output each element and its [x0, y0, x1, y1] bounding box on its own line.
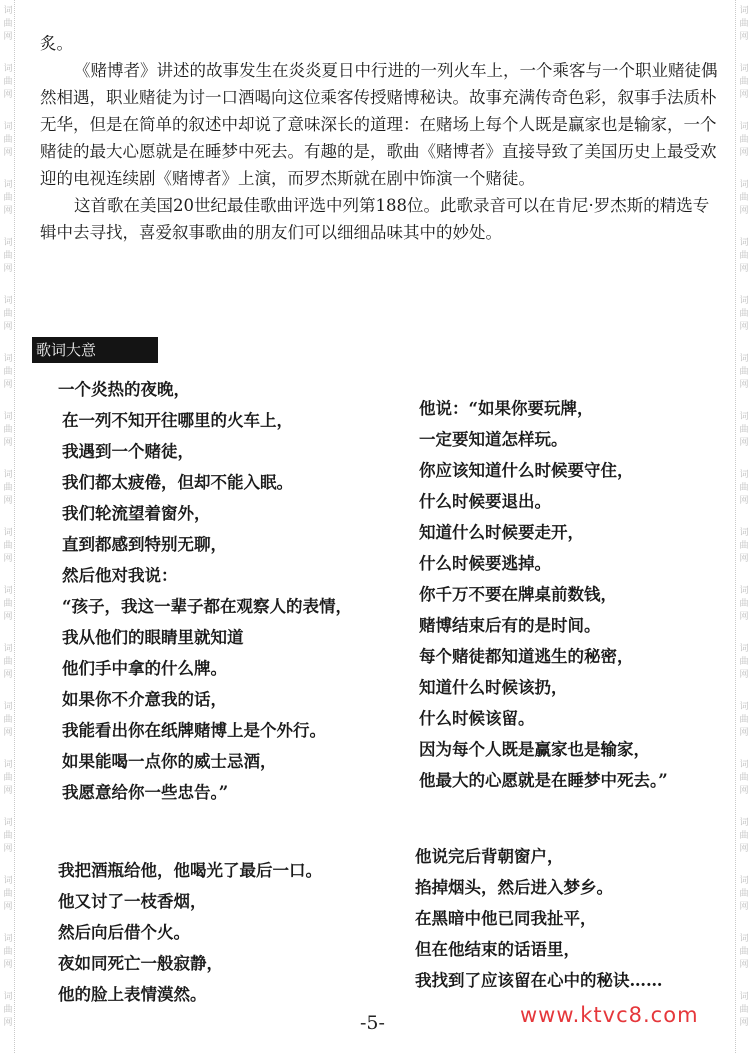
margin-watermark-char: 曲 — [3, 309, 13, 319]
margin-watermark-char: 曲 — [739, 77, 749, 87]
margin-watermark-char: 词 — [739, 818, 749, 828]
margin-watermark-char: 网 — [739, 322, 749, 332]
margin-watermark-char: 词 — [739, 528, 749, 538]
margin-watermark-char: 网 — [739, 264, 749, 274]
margin-watermark-char: 网 — [3, 670, 13, 680]
lyric-line: 直到都感到特别无聊， — [62, 535, 227, 554]
margin-watermark-char: 词 — [739, 6, 749, 16]
lyric-line: 我们都太疲倦，但却不能入眠。 — [62, 473, 293, 492]
margin-watermark-char: 词 — [3, 296, 13, 306]
lyric-line: 他说完后背朝窗户， — [415, 847, 564, 866]
margin-watermark-char: 网 — [739, 902, 749, 912]
lyric-line: 每个赌徒都知道逃生的秘密， — [419, 647, 634, 666]
left-margin-strip — [0, 0, 15, 1053]
margin-watermark-char: 曲 — [3, 889, 13, 899]
margin-watermark-char: 词 — [3, 644, 13, 654]
margin-watermark-char: 曲 — [3, 599, 13, 609]
right-margin-strip — [735, 0, 750, 1053]
margin-watermark-char: 曲 — [739, 367, 749, 377]
margin-watermark-char: 网 — [3, 148, 13, 158]
margin-watermark-char: 词 — [739, 412, 749, 422]
lyric-line: 在黑暗中他已同我扯平， — [415, 909, 597, 928]
margin-watermark-char: 曲 — [739, 251, 749, 261]
margin-watermark-char: 网 — [3, 786, 13, 796]
margin-watermark-char: 网 — [3, 264, 13, 274]
lyrics-left-stanza-2 — [58, 855, 322, 1010]
margin-watermark-char: 网 — [3, 554, 13, 564]
margin-watermark-char: 曲 — [739, 135, 749, 145]
margin-watermark-char: 曲 — [739, 889, 749, 899]
lyric-line: 赌博结束后有的是时间。 — [419, 616, 601, 635]
margin-watermark-char: 曲 — [3, 193, 13, 203]
margin-watermark-char: 词 — [739, 992, 749, 1002]
margin-watermark-char: 词 — [3, 470, 13, 480]
margin-watermark-char: 曲 — [3, 773, 13, 783]
margin-watermark-char: 词 — [3, 818, 13, 828]
margin-watermark-char: 曲 — [3, 367, 13, 377]
prose-paragraph: 《赌博者》讲述的故事发生在炎炎夏日中行进的一列火车上，一个乘客与一个职业赌徒偶然相遇，职业赌徒为讨一口酒喝向这位乘客传授赌博秘诀。故事充满传奇色彩，叙事手法质朴无华，但是在简单的叙述中却说了意味深长的道理：在赌场上每个人既是赢家也是输家，一个赌徒的最大心愿就是在睡梦中死去。有趣的是，歌曲《赌博者》直接导致了美国历史上最受欢迎的电视连续剧《赌博者》上演，而罗杰斯就在剧中饰演一个赌徒。 — [40, 61, 718, 188]
lyric-line: 他们手中拿的什么牌。 — [62, 659, 227, 678]
margin-watermark-char: 词 — [3, 354, 13, 364]
margin-watermark-char: 曲 — [739, 541, 749, 551]
lyric-line: 他最大的心愿就是在睡梦中死去。” — [419, 771, 668, 790]
margin-watermark-char: 词 — [3, 412, 13, 422]
margin-watermark-char: 词 — [739, 644, 749, 654]
margin-watermark-char: 网 — [3, 1018, 13, 1028]
intro-prose — [40, 30, 722, 246]
lyric-line: 你千万不要在牌桌前数钱， — [419, 585, 617, 604]
lyric-line: 然后他对我说： — [62, 566, 178, 585]
margin-watermark-char: 网 — [739, 32, 749, 42]
margin-watermark-char: 曲 — [739, 599, 749, 609]
margin-watermark-char: 网 — [739, 148, 749, 158]
margin-watermark-char: 词 — [739, 180, 749, 190]
margin-watermark-char: 词 — [3, 122, 13, 132]
margin-watermark-char: 曲 — [3, 425, 13, 435]
lyric-line: 我能看出你在纸牌赌博上是个外行。 — [62, 721, 326, 740]
margin-watermark-char: 曲 — [3, 831, 13, 841]
lyric-line: 一个炎热的夜晚， — [58, 380, 190, 399]
margin-watermark-char: 网 — [3, 206, 13, 216]
margin-watermark-char: 词 — [3, 64, 13, 74]
margin-watermark-char: 网 — [3, 380, 13, 390]
margin-watermark-char: 词 — [3, 528, 13, 538]
lyric-line: 但在他结束的话语里， — [415, 940, 580, 959]
margin-watermark-char: 网 — [739, 380, 749, 390]
margin-watermark-char: 网 — [739, 844, 749, 854]
margin-watermark-char: 曲 — [739, 309, 749, 319]
margin-watermark-char: 曲 — [3, 135, 13, 145]
margin-watermark-char: 曲 — [739, 19, 749, 29]
margin-watermark-char: 网 — [3, 612, 13, 622]
margin-watermark-char: 词 — [739, 760, 749, 770]
margin-watermark-char: 词 — [3, 934, 13, 944]
margin-watermark-char: 网 — [739, 670, 749, 680]
margin-watermark-char: 网 — [3, 728, 13, 738]
margin-watermark-char: 词 — [3, 238, 13, 248]
margin-watermark-char: 曲 — [739, 773, 749, 783]
margin-watermark-char: 词 — [739, 876, 749, 886]
margin-watermark-char: 词 — [739, 64, 749, 74]
margin-watermark-char: 曲 — [3, 947, 13, 957]
margin-watermark-char: 网 — [3, 322, 13, 332]
lyric-line: 什么时候要逃掉。 — [419, 554, 551, 573]
margin-watermark-char: 词 — [3, 6, 13, 16]
margin-watermark-char: 词 — [3, 586, 13, 596]
section-heading: 歌词大意 — [32, 337, 158, 363]
margin-watermark-char: 曲 — [3, 251, 13, 261]
lyric-line: 我们轮流望着窗外， — [62, 504, 211, 523]
lyric-line: 你应该知道什么时候要守住， — [419, 461, 634, 480]
margin-watermark-char: 曲 — [3, 77, 13, 87]
lyrics-left-stanza-1 — [58, 374, 352, 808]
margin-watermark-char: 曲 — [739, 715, 749, 725]
margin-watermark-char: 词 — [3, 992, 13, 1002]
margin-watermark-char: 词 — [739, 586, 749, 596]
lyric-line: 知道什么时候要走开， — [419, 523, 584, 542]
margin-watermark-char: 词 — [739, 354, 749, 364]
margin-watermark-char: 词 — [3, 702, 13, 712]
margin-watermark-char: 曲 — [3, 1005, 13, 1015]
lyric-line: 因为每个人既是赢家也是输家， — [419, 740, 650, 759]
prose-paragraph: 炙。 — [40, 34, 73, 53]
margin-watermark-char: 网 — [3, 960, 13, 970]
margin-watermark-char: 网 — [3, 438, 13, 448]
margin-watermark-char: 词 — [739, 122, 749, 132]
lyric-line: 他说：“如果你要玩牌， — [419, 399, 594, 418]
margin-watermark-char: 曲 — [3, 19, 13, 29]
margin-watermark-char: 网 — [739, 206, 749, 216]
margin-watermark-char: 词 — [3, 876, 13, 886]
margin-watermark-char: 网 — [739, 90, 749, 100]
margin-watermark-char: 曲 — [3, 483, 13, 493]
margin-watermark-char: 词 — [3, 180, 13, 190]
lyrics-right-stanza-2 — [415, 841, 663, 996]
page-number: -5- — [360, 1012, 385, 1034]
lyric-line: 如果你不介意我的话， — [62, 690, 227, 709]
lyric-line: 我从他们的眼睛里就知道 — [62, 628, 244, 647]
lyric-line: 一定要知道怎样玩。 — [419, 430, 568, 449]
margin-watermark-char: 词 — [739, 470, 749, 480]
lyric-line: 我愿意给你一些忠告。” — [62, 783, 229, 802]
margin-watermark-char: 网 — [3, 902, 13, 912]
margin-watermark-char: 词 — [739, 238, 749, 248]
lyric-line: 他的脸上表情漠然。 — [58, 985, 207, 1004]
margin-watermark-char: 网 — [739, 960, 749, 970]
lyric-line: 我把酒瓶给他，他喝光了最后一口。 — [58, 861, 322, 880]
margin-watermark-char: 网 — [739, 786, 749, 796]
lyric-line: 什么时候该留。 — [419, 709, 535, 728]
site-watermark: www.ktvc8.com — [520, 1003, 699, 1027]
margin-watermark-char: 网 — [739, 612, 749, 622]
lyric-line: 我找到了应该留在心中的秘诀…… — [415, 971, 663, 990]
margin-watermark-char: 曲 — [739, 483, 749, 493]
margin-watermark-char: 网 — [739, 438, 749, 448]
margin-watermark-char: 网 — [739, 496, 749, 506]
lyric-line: 什么时候要退出。 — [419, 492, 551, 511]
margin-watermark-char: 网 — [739, 1018, 749, 1028]
margin-watermark-char: 网 — [3, 496, 13, 506]
margin-watermark-char: 网 — [3, 32, 13, 42]
lyric-line: 掐掉烟头，然后进入梦乡。 — [415, 878, 613, 897]
lyric-line: 在一列不知开往哪里的火车上， — [62, 411, 293, 430]
margin-watermark-char: 词 — [739, 934, 749, 944]
lyric-line: 知道什么时候该扔， — [419, 678, 568, 697]
lyric-line: 我遇到一个赌徒， — [62, 442, 194, 461]
prose-paragraph: 这首歌在美国20世纪最佳歌曲评选中列第188位。此歌录音可以在肯尼·罗杰斯的精选专辑中去寻找，喜爱叙事歌曲的朋友们可以细细品味其中的妙处。 — [40, 196, 710, 242]
margin-watermark-char: 曲 — [739, 1005, 749, 1015]
margin-watermark-char: 网 — [739, 554, 749, 564]
margin-watermark-char: 网 — [3, 844, 13, 854]
lyric-line: 如果能喝一点你的威士忌酒， — [62, 752, 277, 771]
margin-watermark-char: 词 — [739, 296, 749, 306]
margin-watermark-char: 曲 — [3, 657, 13, 667]
margin-watermark-char: 网 — [3, 90, 13, 100]
margin-watermark-char: 网 — [739, 728, 749, 738]
margin-watermark-char: 曲 — [3, 541, 13, 551]
lyric-line: 他又讨了一枝香烟， — [58, 892, 207, 911]
margin-watermark-char: 曲 — [739, 947, 749, 957]
lyric-line: 然后向后借个火。 — [58, 923, 190, 942]
margin-watermark-char: 词 — [3, 760, 13, 770]
margin-watermark-char: 曲 — [739, 657, 749, 667]
margin-watermark-char: 曲 — [3, 715, 13, 725]
margin-watermark-char: 曲 — [739, 425, 749, 435]
margin-watermark-char: 曲 — [739, 831, 749, 841]
lyrics-right-stanza-1 — [419, 393, 668, 796]
margin-watermark-char: 曲 — [739, 193, 749, 203]
margin-watermark-char: 词 — [739, 702, 749, 712]
lyric-line: 夜如同死亡一般寂静， — [58, 954, 223, 973]
lyric-line: “孩子，我这一辈子都在观察人的表情， — [62, 597, 352, 616]
